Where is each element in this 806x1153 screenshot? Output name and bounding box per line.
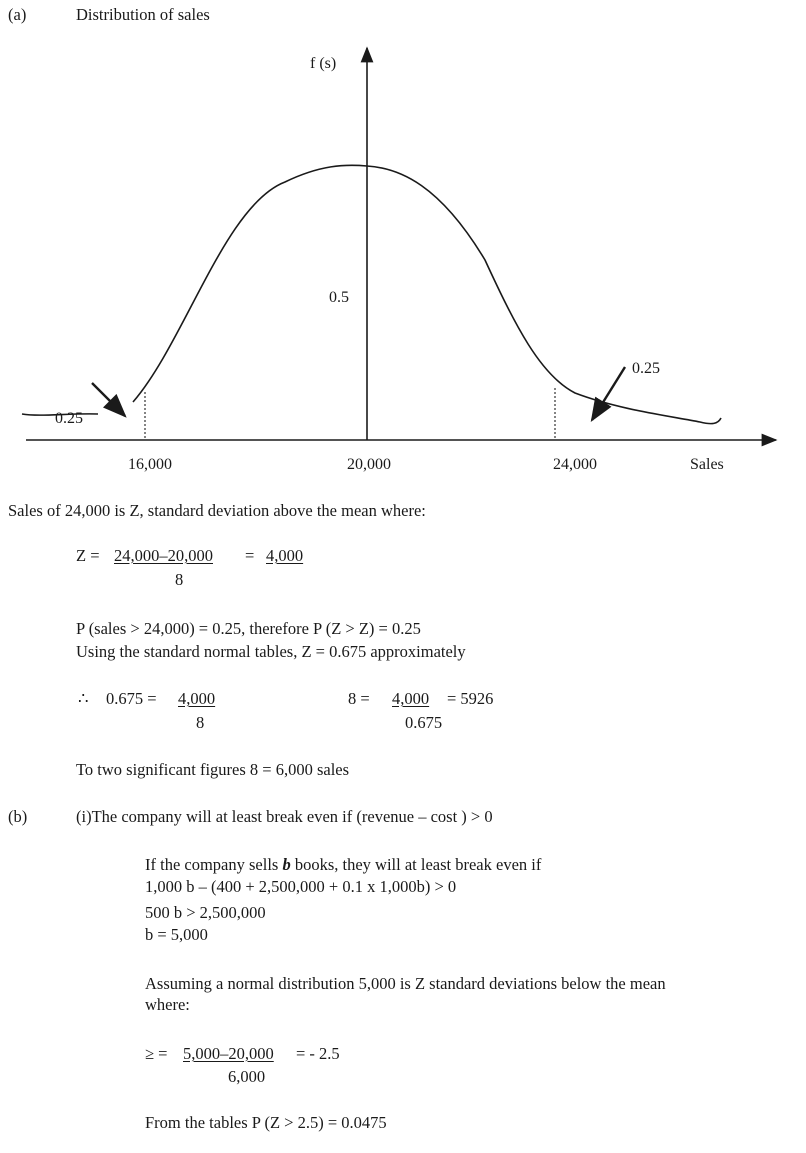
tick-label-20000: 20,000: [347, 456, 391, 473]
solve-numerator: 4,000: [178, 689, 216, 708]
left-tail-arrow: [92, 383, 125, 416]
sells-line: [145, 857, 541, 874]
z2-lhs: ≥ =: [145, 1044, 168, 1063]
sells-post: books, they will at least break even if: [290, 855, 542, 874]
solve-lhs: 0.675 =: [106, 689, 157, 708]
sells-pre: If the company sells: [145, 855, 283, 874]
part-a-heading: Distribution of sales: [76, 5, 210, 24]
z-eq-numerator: 24,000–20,000: [114, 546, 213, 565]
sigma-result: = 5926: [447, 689, 494, 708]
sales-distribution-figure: [0, 0, 806, 480]
break-even-condition: (i)The company will at least break even if (revenue – cost ) > 0: [76, 807, 493, 826]
z2-numerator: 5,000–20,000: [183, 1044, 274, 1063]
sigma-numerator: 4,000: [392, 689, 430, 708]
z-eq-rhs: 4,000: [266, 546, 304, 565]
tick-label-24000: 24,000: [553, 456, 597, 473]
center-area-label: 0.5: [329, 289, 349, 306]
sigma-denominator: 0.675: [405, 713, 443, 732]
part-b-label: (b): [8, 807, 28, 826]
intro-text: Sales of 24,000 is Z, standard deviation above the mean where:: [8, 501, 426, 520]
inequality-1: 1,000 b – (400 + 2,500,000 + 0.1 x 1,000b) > 0: [145, 877, 457, 896]
assumption-line-1: Assuming a normal distribution 5,000 is Z standard deviations below the mean: [145, 974, 666, 993]
assumption-line-2: where:: [145, 995, 190, 1014]
z2-denominator: 6,000: [228, 1067, 266, 1086]
left-tail-label: 0.25: [55, 410, 83, 427]
part-a-label: (a): [8, 5, 27, 24]
z2-result: = - 2.5: [296, 1044, 340, 1063]
right-tail-label: 0.25: [632, 360, 660, 377]
conclusion-line: To two significant figures 8 = 6,000 sales: [76, 760, 350, 779]
solve-denominator: 8: [196, 713, 205, 732]
x-axis-label: Sales: [690, 456, 724, 473]
inequality-3: b = 5,000: [145, 925, 208, 944]
y-axis-label: f (s): [310, 55, 337, 72]
z-eq-equals: =: [245, 546, 255, 565]
variable-b: b: [282, 855, 291, 874]
tick-label-16000: 16,000: [128, 456, 172, 473]
therefore-symbol: ∴: [78, 689, 89, 708]
inequality-2: 500 b > 2,500,000: [145, 903, 266, 922]
distribution-curve: [133, 165, 721, 423]
sigma-lhs: 8 =: [348, 689, 370, 708]
z-eq-lhs: Z =: [76, 546, 100, 565]
probability-line: P (sales > 24,000) = 0.25, therefore P (Z > Z) = 0.25: [76, 619, 421, 638]
tables-result: From the tables P (Z > 2.5) = 0.0475: [145, 1113, 387, 1132]
tables-line: Using the standard normal tables, Z = 0.675 approximately: [76, 642, 466, 661]
z-eq-denominator: 8: [175, 570, 184, 589]
right-tail-arrow: [592, 367, 625, 420]
